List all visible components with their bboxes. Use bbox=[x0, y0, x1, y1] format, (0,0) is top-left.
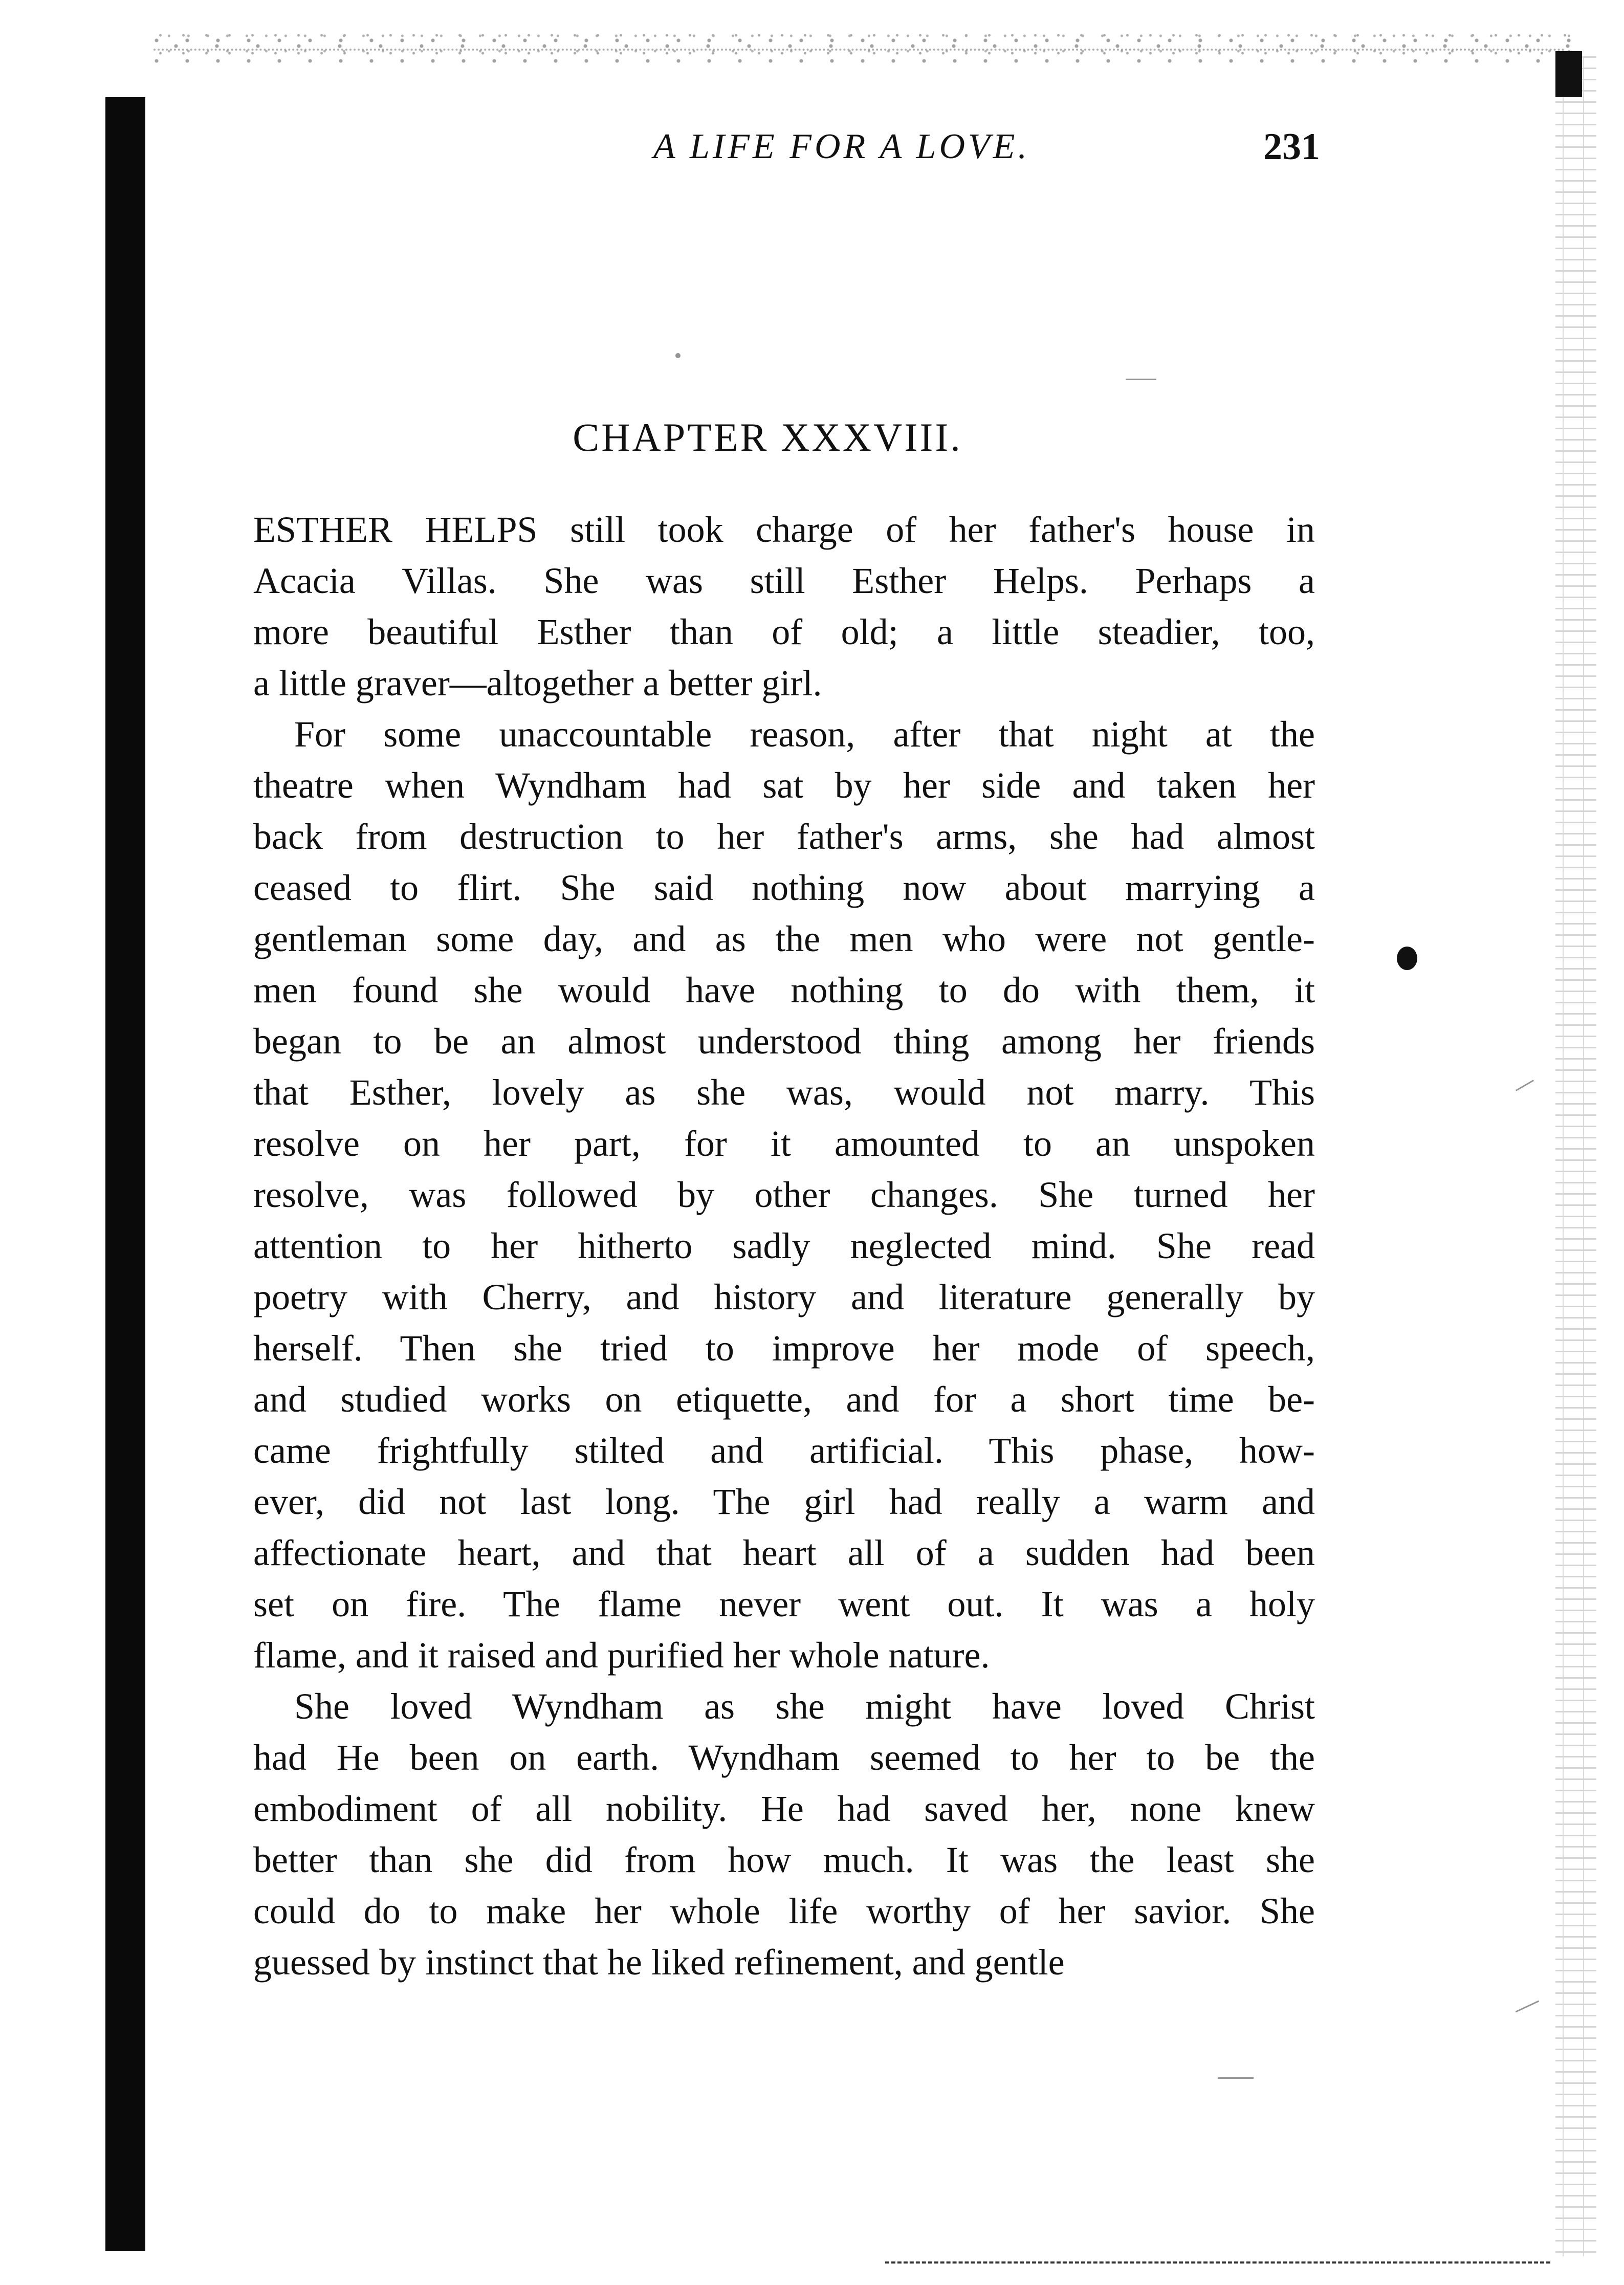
text-line: ESTHER HELPS still took charge of her father's house in bbox=[253, 509, 1315, 550]
text-line: set on fire. The flame never went out. It was a holy bbox=[253, 1584, 1315, 1624]
paragraph bbox=[253, 1681, 1315, 1988]
scan-speck bbox=[1126, 379, 1156, 380]
text-line: herself. Then she tried to improve her mode of speech, bbox=[253, 1328, 1315, 1369]
scan-bottom-edge bbox=[885, 2261, 1550, 2266]
scan-speck bbox=[1218, 2077, 1254, 2079]
scan-top-edge bbox=[153, 28, 1576, 64]
binding-strip bbox=[105, 97, 145, 2251]
text-line: guessed by instinct that he liked refinement, and gentle bbox=[253, 1942, 1065, 1983]
body-text bbox=[253, 504, 1315, 1988]
paragraph bbox=[253, 709, 1315, 1681]
page-number: 231 bbox=[1263, 126, 1320, 168]
text-line: theatre when Wyndham had sat by her side and taken her bbox=[253, 765, 1315, 806]
scan-top-edge-line bbox=[153, 49, 1566, 53]
text-line: gentleman some day, and as the men who were not gentle- bbox=[253, 918, 1315, 959]
text-line: began to be an almost understood thing among her friends bbox=[253, 1021, 1315, 1062]
scan-speck bbox=[1516, 2001, 1540, 2013]
text-line: Acacia Villas. She was still Esther Helps. Perhaps a bbox=[253, 560, 1315, 601]
text-line: could do to make her whole life worthy of her savior. She bbox=[253, 1891, 1315, 1931]
text-line: attention to her hitherto sadly neglected mind. She read bbox=[253, 1225, 1315, 1266]
text-line: and studied works on etiquette, and for a short time be- bbox=[253, 1379, 1315, 1420]
scan-speck bbox=[1516, 1080, 1534, 1091]
text-line: a little graver—altogether a better girl. bbox=[253, 663, 822, 704]
text-line: had He been on earth. Wyndham seemed to her to be the bbox=[253, 1737, 1315, 1778]
text-line: resolve on her part, for it amounted to an unspoken bbox=[253, 1123, 1315, 1164]
text-line: resolve, was followed by other changes. She turned her bbox=[253, 1174, 1315, 1215]
chapter-title: CHAPTER XXXVIII. bbox=[573, 415, 962, 459]
text-line: embodiment of all nobility. He had saved her, none knew bbox=[253, 1788, 1315, 1829]
text-line: more beautiful Esther than of old; a little steadier, too, bbox=[253, 611, 1315, 652]
paragraph bbox=[253, 504, 1315, 709]
text-line: better than she did from how much. It was the least she bbox=[253, 1839, 1315, 1880]
running-title: A LIFE FOR A LOVE. bbox=[653, 127, 1030, 166]
text-line: ceased to flirt. She said nothing now about marrying a bbox=[253, 867, 1315, 908]
text-line: that Esther, lovely as she was, would not marry. This bbox=[253, 1072, 1315, 1113]
text-line: affectionate heart, and that heart all of a sudden had been bbox=[253, 1532, 1315, 1573]
text-line: back from destruction to her father's arms, she had almost bbox=[253, 816, 1315, 857]
text-line: ever, did not last long. The girl had really a warm and bbox=[253, 1481, 1315, 1522]
ink-blot bbox=[1397, 947, 1417, 970]
text-line: poetry with Cherry, and history and literature generally by bbox=[253, 1277, 1315, 1317]
text-line: flame, and it raised and purified her whole nature. bbox=[253, 1635, 990, 1676]
scan-speck bbox=[675, 353, 681, 358]
text-line: men found she would have nothing to do with them, it bbox=[253, 970, 1315, 1010]
running-head bbox=[256, 119, 1381, 175]
text-line: For some unaccountable reason, after that night at the bbox=[294, 714, 1315, 755]
text-line: She loved Wyndham as she might have loved Christ bbox=[294, 1686, 1315, 1727]
scan-right-edge bbox=[1555, 56, 1596, 2256]
text-line: came frightfully stilted and artificial. This phase, how- bbox=[253, 1430, 1315, 1471]
scan-corner-mark bbox=[1555, 51, 1582, 97]
